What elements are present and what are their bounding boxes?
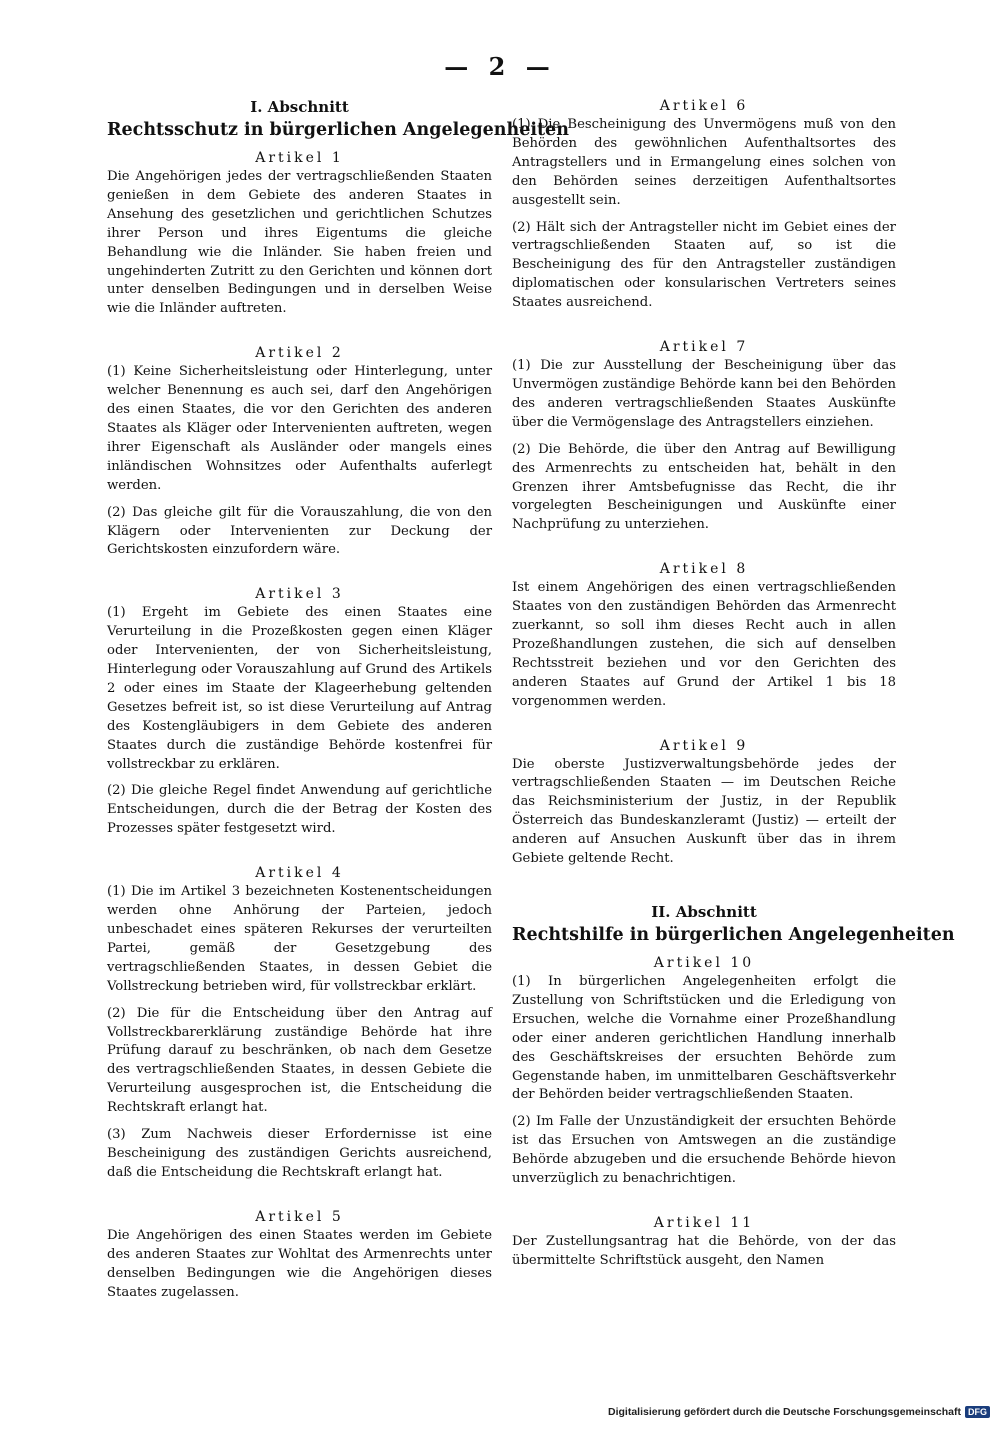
paragraph: (1) Die Bescheinigung des Unvermögens muß von den Behörden des gewöhnlichen Aufenthaltsortes des Antragstellers und in Ermangelung eines solchen von den Behörden seines derzeitigen Aufenthaltsortes ausgestellt sein. bbox=[512, 117, 896, 208]
paragraph: (3) Zum Nachweis dieser Erfordernisse ist eine Bescheinigung des zuständigen Gerichts ausreichend, daß die Entscheidung die Rechtskraft erlangt hat. bbox=[107, 1127, 492, 1180]
paragraph: (2) Die gleiche Regel findet Anwendung auf gerichtliche Entscheidungen, durch die der Betrag der Kosten des Prozesses später festgesetzt wird. bbox=[107, 783, 492, 837]
paragraph: (1) Ergeht im Gebiete des einen Staates eine Verurteilung in die Prozeßkosten gegen einen Kläger oder Intervenienten, der von Sicherheitsleistung, Hinterlegung oder Vorauszahlung auf Grund des Artikels 2 oder eines im Staate der Klageerhebung geltenden Gesetzes befreit ist, so ist diese Verurteilung auf Antrag des Kostengläubigers in dem Gebiete des anderen Staates durch die zuständige Behörde kostenfrei für vollstreckbar zu erklären. bbox=[107, 605, 492, 772]
article-heading: Artikel 10 bbox=[653, 955, 755, 971]
article-11 bbox=[512, 1215, 896, 1271]
paragraph: (1) Die zur Ausstellung der Bescheinigung über das Unvermögen zuständige Behörde kann bei den Behörden des anderen vertragschließenden Staates Auskünfte über die Vermögenslage des Antragstellers einziehen. bbox=[512, 358, 896, 430]
article-1 bbox=[107, 150, 492, 319]
article-heading: Artikel 3 bbox=[255, 586, 344, 603]
paragraph: Die Angehörigen jedes der vertragschließenden Staaten genießen in dem Gebiete des anderen Staates in Ansehung des gesetzlichen und gerichtlichen Schutzes ihrer Person und ihres Eigentums die gleiche Behandlung wie die Inländer. Sie haben freien und ungehinderten Zutritt zu den Gerichten und können dort unter denselben Bedingungen und in derselben Weise wie die Inländer auftreten. bbox=[107, 169, 492, 317]
paragraph: (2) Das gleiche gilt für die Vorauszahlung, die von den Klägern oder Intervenienten zur Deckung der Gerichtskosten einzufordern wäre. bbox=[107, 504, 492, 558]
article-heading: Artikel 1 bbox=[255, 150, 344, 166]
article-heading: Artikel 2 bbox=[255, 345, 344, 362]
article-heading: Artikel 6 bbox=[659, 98, 749, 114]
article-heading: Artikel 4 bbox=[255, 865, 344, 882]
article-heading: Artikel 8 bbox=[659, 561, 749, 578]
left-column bbox=[107, 98, 569, 1328]
paragraph: Die Angehörigen des einen Staates werden im Gebiete des anderen Staates zur Wohltat des Armenrechts unter denselben Bedingungen wie die Angehörigen dieses Staates zugelassen. bbox=[107, 1227, 492, 1300]
section-title: Rechtsschutz in bürgerlichen Angelegenheiten bbox=[107, 120, 569, 140]
article-5 bbox=[107, 1209, 492, 1303]
paragraph: (2) Die Behörde, die über den Antrag auf Bewilligung des Armenrechts zu entscheiden hat, behält in den Grenzen ihrer Amtsbefugnisse das Recht, die ihr vorgelegten Bescheinigungen und Auskünfte einer Nachprüfung zu unterziehen. bbox=[512, 441, 896, 533]
article-heading: Artikel 11 bbox=[653, 1214, 755, 1231]
footer-text: Digitalisierung gefördert durch die Deutsche Forschungsgemeinschaft bbox=[608, 1406, 961, 1418]
section-title: Rechtshilfe in bürgerlichen Angelegenheiten bbox=[512, 925, 955, 945]
paragraph: (2) Die für die Entscheidung über den Antrag auf Vollstreckbarerklärung zuständige Behörde hat ihre Prüfung darauf zu beschränken, ob nach dem Gesetze des vertragschließenden Staates, in dessen Gebiete die Verurteilung ausgesprochen ist, die Entscheidung die Rechtskraft erlangt hat. bbox=[107, 1005, 492, 1116]
paragraph: (2) Hält sich der Antragsteller nicht im Gebiet eines der vertragschließenden Staaten auf, so ist die Bescheinigung des für den Antragsteller zuständigen diplomatischen oder konsularischen Vertreters seines Staates ausreichend. bbox=[512, 219, 896, 311]
paragraph: Ist einem Angehörigen des einen vertragschließenden Staates von den zuständigen Behörden das Armenrecht zuerkannt, so soll ihm dieses Recht auch in allen Prozeßhandlungen zustehen, die sich auf denselben Rechtsstreit beziehen und vor den Gerichten des anderen Staates auf Grund der Artikel 1 bis 18 vorgenommen werden. bbox=[512, 580, 896, 709]
paragraph: (1) In bürgerlichen Angelegenheiten erfolgt die Zustellung von Schriftstücken und die Erledigung von Ersuchen, welche die Vornahme einer Prozeßhandlung oder einer anderen gerichtlichen Handlung innerhalb des Geschäftskreises der ersuchten Behörde zum Gegenstande haben, im unmittelbaren Geschäftsverkehr der Behörden beider vertragschließenden Staaten. bbox=[512, 974, 896, 1103]
article-heading: Artikel 7 bbox=[659, 339, 749, 356]
paragraph: (1) Keine Sicherheitsleistung oder Hinterlegung, unter welcher Benennung es auch sei, darf den Angehörigen des einen Staates, die vor den Gerichten des anderen Staates als Kläger oder Intervenienten auftreten, wegen ihrer Eigenschaft als Ausländer oder mangels eines inländischen Wohnsitzes oder Aufenthalts auferlegt werden. bbox=[107, 364, 492, 493]
article-8 bbox=[512, 561, 896, 711]
article-heading: Artikel 5 bbox=[255, 1208, 344, 1225]
section-heading: I. Abschnitt bbox=[250, 98, 349, 116]
footer bbox=[608, 1406, 990, 1418]
article-6 bbox=[512, 98, 896, 313]
right-column bbox=[512, 98, 955, 1297]
paragraph: Der Zustellungsantrag hat die Behörde, von der das übermittelte Schriftstück ausgeht, den Namen bbox=[512, 1233, 896, 1268]
article-7 bbox=[512, 339, 896, 535]
article-9 bbox=[512, 738, 896, 869]
paragraph: (2) Im Falle der Unzuständigkeit der ersuchten Behörde ist das Ersuchen von Amtswegen an die zuständige Behörde abzugeben und die ersuchende Behörde hievon unverzüglich zu benachrichtigen. bbox=[512, 1114, 896, 1187]
paragraph: (1) Die im Artikel 3 bezeichneten Kostenentscheidungen werden ohne Anhörung der Parteien, jedoch unbeschadet eines späteren Rekurses der verurteilten Partei, gemäß der Gesetzgebung des vertragschließenden Staates, in dessen Gebiet die Vollstreckung betrieben wird, für vollstreckbar erklärt. bbox=[107, 884, 492, 994]
paragraph: Die oberste Justizverwaltungsbehörde jedes der vertragschließenden Staaten — im Deutschen Reiche das Reichsministerium der Justiz, in der Republik Österreich das Bundeskanzleramt (Justiz) — erteilt der anderen auf Ansuchen Auskunft über das in ihrem Gebiete geltende Recht. bbox=[512, 756, 896, 867]
section-heading: II. Abschnitt bbox=[651, 903, 757, 921]
article-3 bbox=[107, 586, 492, 839]
article-4 bbox=[107, 865, 492, 1183]
dfg-logo-icon: DFG bbox=[965, 1406, 990, 1418]
page-number: — 2 — bbox=[444, 52, 556, 81]
article-2 bbox=[107, 345, 492, 560]
article-10 bbox=[512, 955, 896, 1189]
article-heading: Artikel 9 bbox=[659, 737, 749, 754]
